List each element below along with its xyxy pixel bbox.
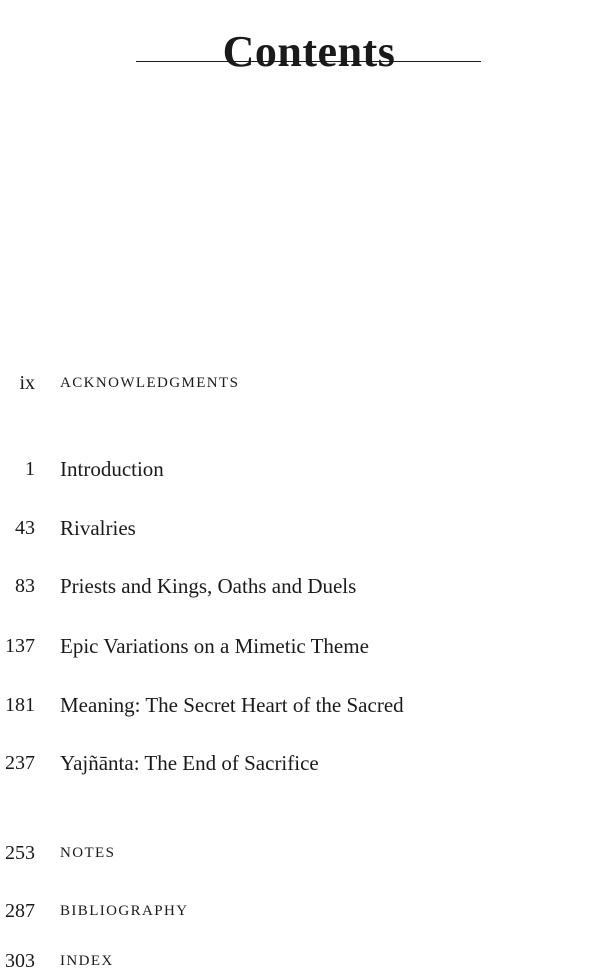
toc-page-number: 181 (5, 694, 35, 716)
page-title: Contents (222, 27, 396, 77)
toc-entry-chapter-5[interactable] (0, 690, 600, 720)
toc-entry-chapter-1[interactable] (0, 454, 600, 484)
toc-page-number: 83 (15, 575, 35, 597)
toc-page-number: 43 (15, 517, 35, 539)
toc-page-number: 303 (5, 950, 35, 972)
toc-entry-index[interactable] (0, 946, 600, 976)
title-divider (136, 61, 481, 62)
toc-entry-title: Yajñānta: The End of Sacrifice (60, 751, 319, 775)
toc-entry-notes[interactable] (0, 838, 600, 868)
toc-entry-chapter-6[interactable] (0, 748, 600, 778)
toc-entry-bibliography[interactable] (0, 896, 600, 926)
toc-page-number: 287 (5, 900, 35, 922)
toc-entry-title: Priests and Kings, Oaths and Duels (60, 574, 357, 598)
toc-entry-chapter-3[interactable] (0, 571, 600, 601)
toc-entry-acknowledgments[interactable] (0, 368, 600, 398)
toc-page-number: 1 (25, 458, 35, 480)
toc-entry-title: ACKNOWLEDGMENTS (60, 375, 240, 391)
toc-entry-title: Rivalries (60, 516, 136, 540)
toc-page-number: 237 (5, 752, 35, 774)
toc-entry-title: Introduction (60, 457, 164, 481)
toc-entry-title: INDEX (60, 953, 114, 969)
toc-page-number: ix (19, 372, 35, 394)
toc-entry-title: NOTES (60, 845, 116, 861)
toc-entry-chapter-2[interactable] (0, 513, 600, 543)
toc-entry-title: BIBLIOGRAPHY (60, 903, 189, 919)
toc-entry-title: Meaning: The Secret Heart of the Sacred (60, 693, 404, 717)
toc-entry-chapter-4[interactable] (0, 631, 600, 661)
toc-entry-title: Epic Variations on a Mimetic Theme (60, 634, 369, 658)
toc-page-number: 253 (5, 842, 35, 864)
toc-page-number: 137 (5, 635, 35, 657)
